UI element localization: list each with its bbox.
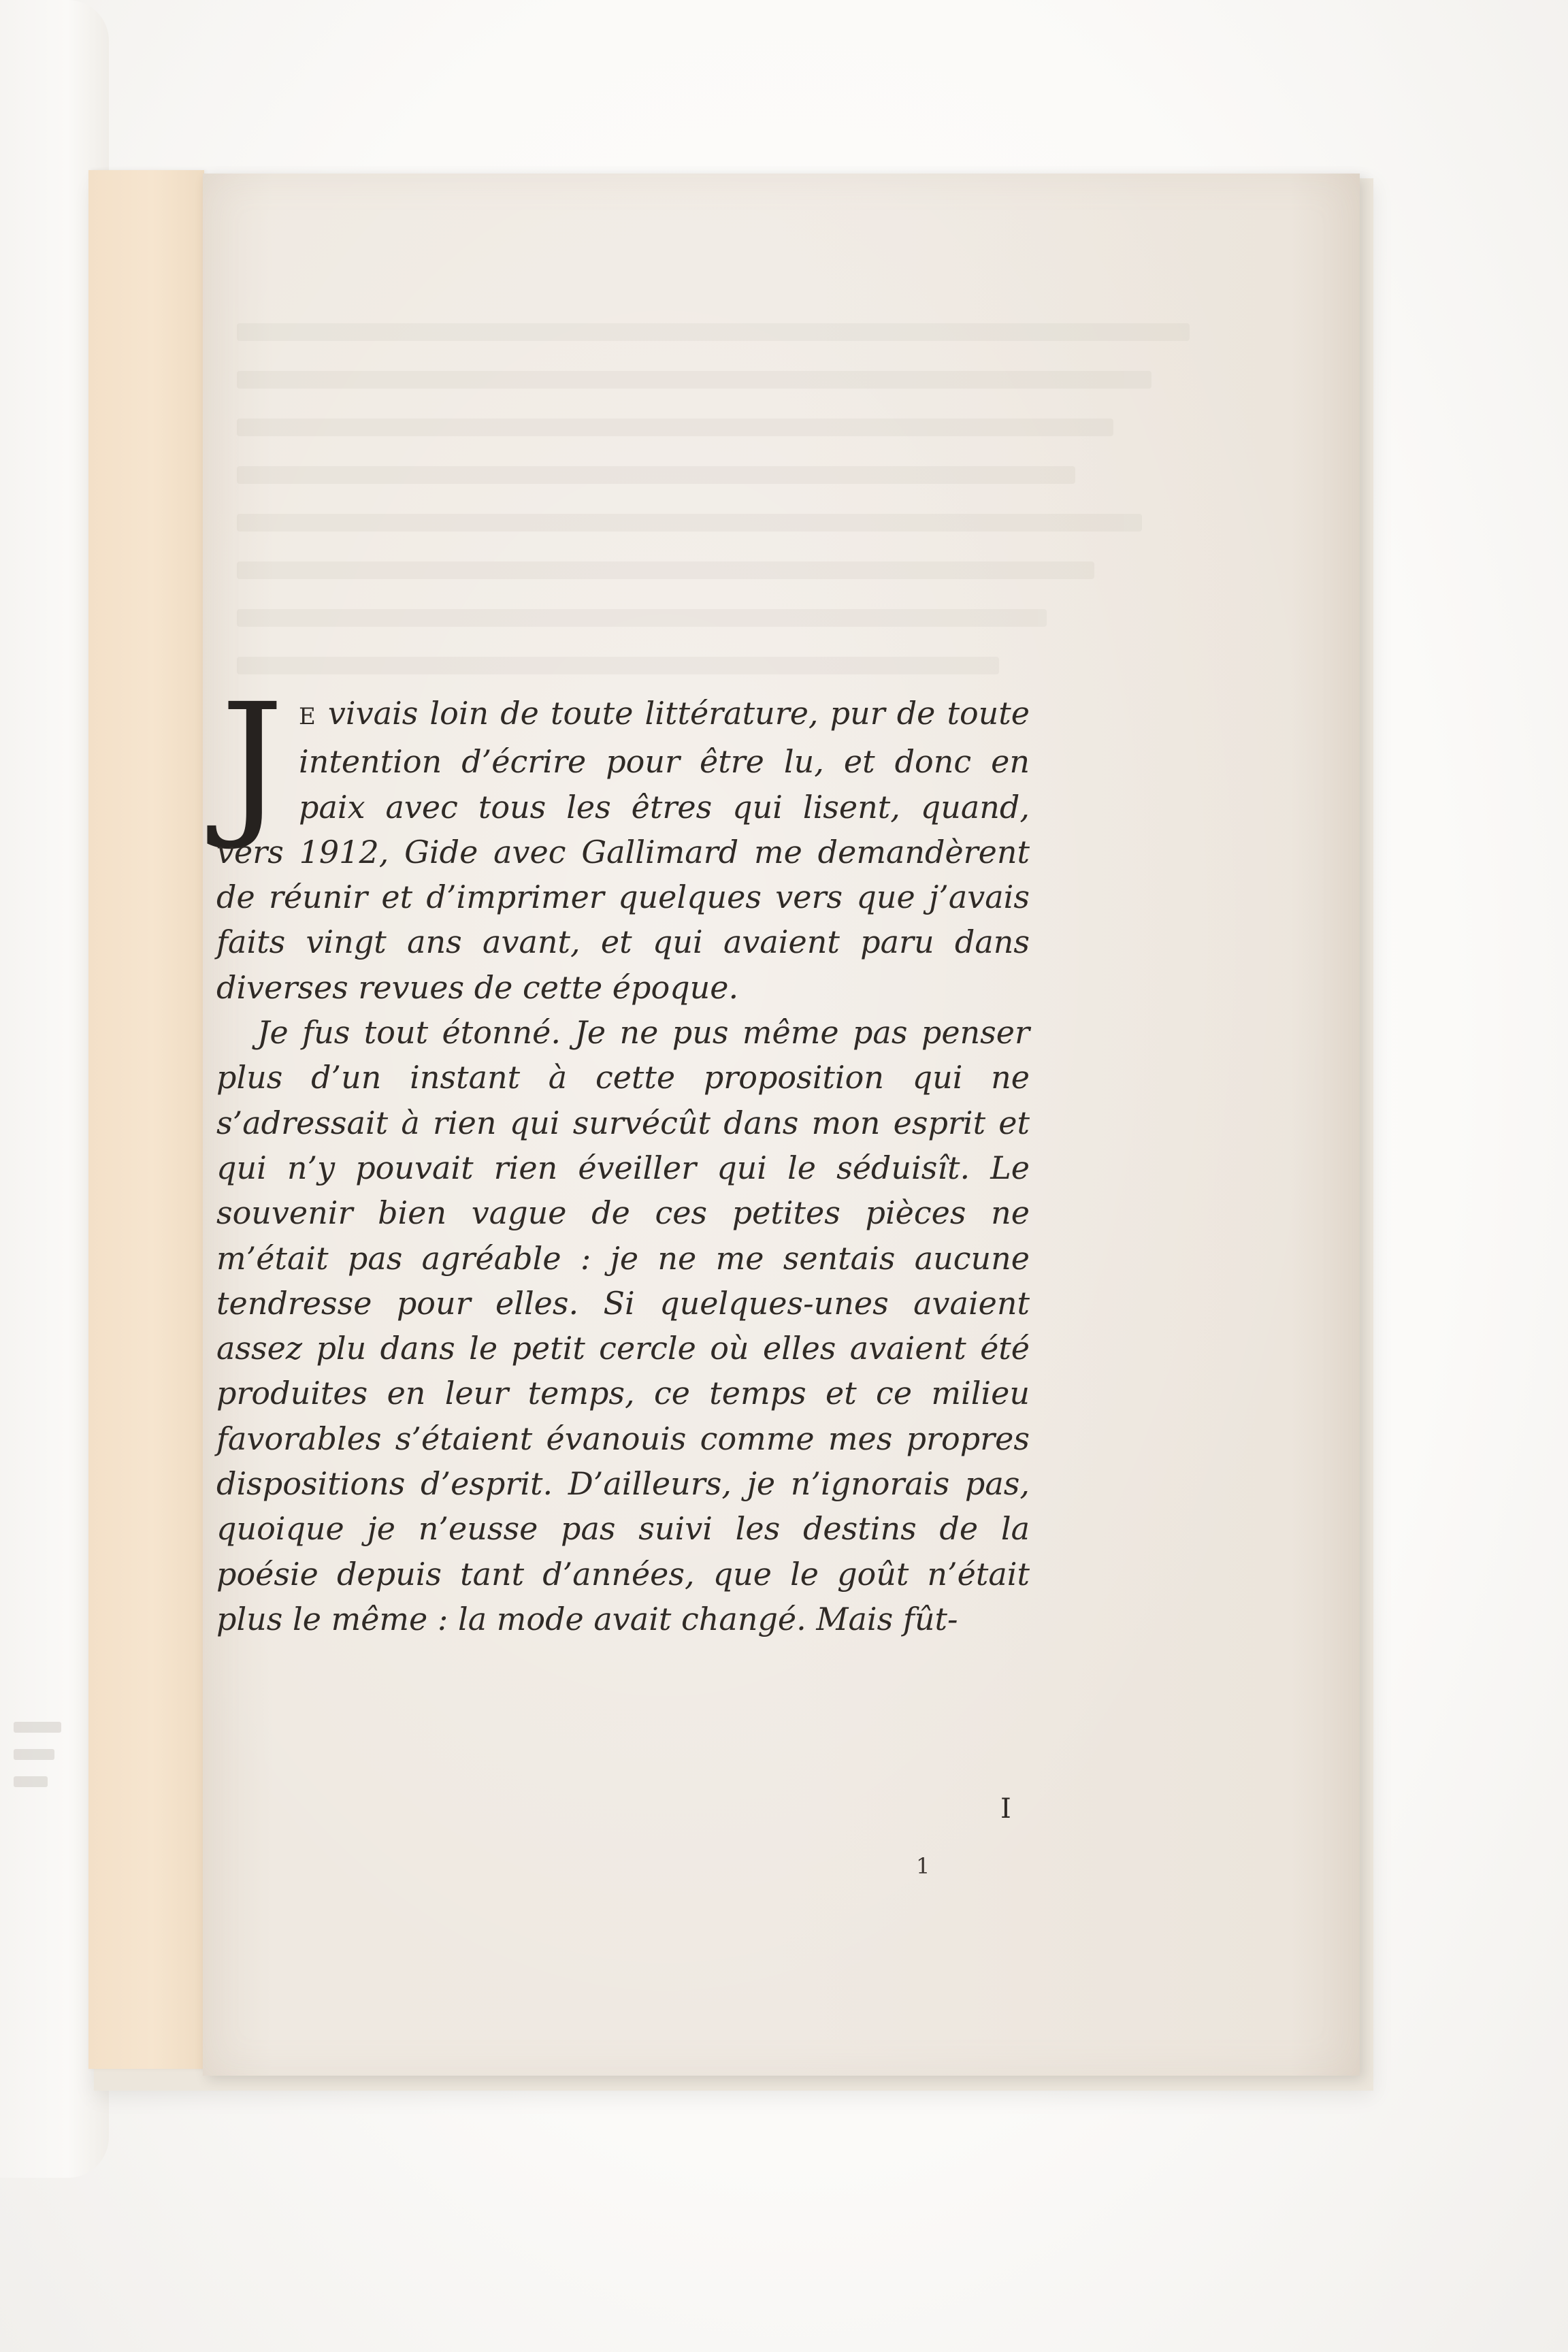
drop-cap: J bbox=[220, 670, 284, 853]
paragraph-2: Je fus tout étonné. Je ne pus même pas penser plus d’un instant à cette proposition qui ne s’adressait à rien qui survécût dans mon esprit et qui n’y pouvait rien éveiller qui le séduisît. Le souvenir bien vague de ces petites pièces ne m’était pas agréable : je ne me sentais aucune tendresse pour elles. Si quelques-unes avaient assez plu dans le petit cercle où elles avaient été produites en leur temps, ce temps et ce milieu favorables s’étaient évanouis comme mes propres dispositions d’esprit. D’ailleurs, je n’ignorais pas, quoique je n’eusse pas suivi les destins de la poésie depuis tant d’années, que le goût n’était plus le même : la mode avait changé. Mais fût- bbox=[216, 1014, 1030, 1637]
paragraph-1 bbox=[216, 670, 1030, 1010]
signature-mark: I bbox=[1000, 1793, 1011, 1825]
left-page-text-fragment bbox=[14, 1749, 54, 1760]
left-page-text-fragment bbox=[14, 1776, 48, 1787]
paragraph-1-text: vivais loin de toute littérature, pur de toute intention d’écrire pour être lu, et donc en paix avec tous les êtres qui lisent, quand, vers 1912, Gide avec Gallimard me demandèrent de réunir et d’imprimer quelques vers que j’avais faits vingt ans avant, et qui avaient paru dans diverses revues de cette époque. bbox=[216, 695, 1030, 1006]
left-page-text-fragment bbox=[14, 1722, 61, 1733]
first-word-smallcap: E bbox=[299, 703, 316, 730]
page-number: 1 bbox=[916, 1853, 930, 1879]
flyleaf-strip bbox=[88, 170, 204, 2069]
book-page bbox=[203, 174, 1360, 2076]
body-text bbox=[216, 670, 1030, 1642]
